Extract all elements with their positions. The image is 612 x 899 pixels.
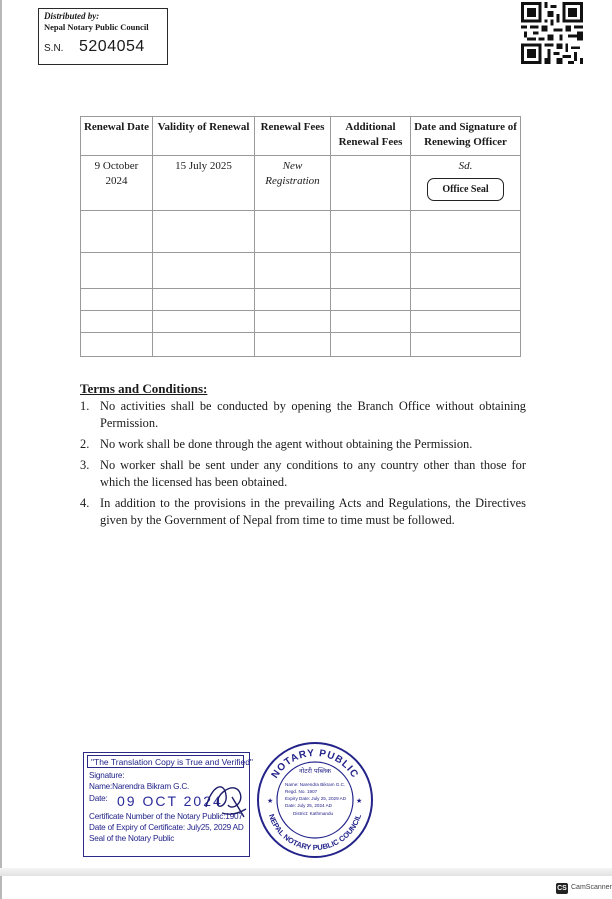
seal-bottom-text: NEPAL NOTARY PUBLIC COUNCIL	[266, 812, 364, 853]
star-icon: ★	[267, 797, 274, 805]
stamp-expiry: Date of Expiry of Certificate: July25, 2029 AD	[89, 823, 244, 832]
header-validity: Validity of Renewal	[153, 117, 255, 156]
table-row	[81, 211, 521, 253]
list-item: 1. No activities shall be conducted by opening the Branch Office without obtaining Permission.	[80, 399, 526, 430]
distribution-box	[38, 8, 168, 65]
list-item: 3. No worker shall be sent under any conditions to any country other than those for which the licensed has been obtained.	[80, 458, 526, 489]
stamp-title: "The Translation Copy is True and Verified"	[87, 755, 244, 768]
office-seal-label: Office Seal	[427, 178, 503, 201]
camscanner-logo-icon: CS	[557, 885, 567, 892]
table-header-row	[81, 117, 521, 156]
table-row	[81, 253, 521, 289]
header-renewal-date: Renewal Date	[81, 117, 153, 156]
list-item: 2. No work shall be done through the agent without obtaining the Permission.	[80, 437, 473, 451]
cell-officer-signature	[411, 156, 521, 211]
stamp-date-value: 09 OCT 2024	[117, 793, 223, 809]
notary-verification-stamp	[83, 752, 253, 857]
list-item: 4. In addition to the provisions in the prevailing Acts and Regulations, the Directives given by the Government of Nepal from time to time must be followed.	[80, 496, 526, 527]
serial-number-value: 5204054	[79, 38, 145, 55]
camscanner-label: CamScanner	[571, 884, 612, 891]
seal-date: Date: July 25, 2024 AD	[285, 803, 332, 808]
table-row	[81, 156, 521, 211]
stamp-name: Name:Narendra Bikram G.C.	[89, 782, 190, 791]
seal-regd: Regd. No. 1907	[285, 789, 318, 794]
terms-title: Terms and Conditions:	[80, 381, 208, 396]
stamp-date-label: Date:	[89, 794, 108, 803]
distributed-by-label: Distributed by:	[44, 11, 100, 21]
terms-list	[80, 398, 526, 533]
seal-expiry: Expiry Date: July 25, 2029 AD	[285, 796, 347, 801]
table-row	[81, 311, 521, 333]
table-row	[81, 289, 521, 311]
header-officer-signature: Date and Signature of Renewing Officer	[411, 117, 521, 156]
signature-text: Sd.	[458, 160, 473, 172]
seal-nepali-text: नोटरी पब्लिक	[298, 767, 332, 775]
scan-bottom-edge	[0, 868, 612, 876]
qr-code-icon	[521, 2, 583, 64]
seal-name: Name: Narendra Bikram G.C.	[285, 782, 346, 787]
seal-district: District: Kathmandu	[293, 811, 334, 816]
stamp-signature-label: Signature:	[89, 771, 125, 780]
council-name: Nepal Notary Public Council	[44, 22, 149, 32]
star-icon: ★	[356, 797, 363, 805]
seal-top-text: NOTARY PUBLIC	[269, 747, 361, 781]
handwritten-signature-icon	[202, 777, 248, 823]
renewal-table	[80, 116, 521, 357]
cell-renewal-fees: New Registration	[255, 156, 331, 211]
cell-validity: 15 July 2025	[153, 156, 255, 211]
header-additional-fees: Additional Renewal Fees	[331, 117, 411, 156]
page-edge	[0, 0, 2, 899]
stamp-seal-label: Seal of the Notary Public	[89, 834, 175, 843]
serial-number-label: S.N.	[44, 43, 64, 54]
cell-additional-fees	[331, 156, 411, 211]
stamp-certificate-number: Certificate Number of the Notary Public:1907	[89, 812, 243, 821]
cell-renewal-date: 9 October 2024	[81, 156, 153, 211]
notary-round-seal-icon	[255, 740, 375, 860]
header-renewal-fees: Renewal Fees	[255, 117, 331, 156]
table-row	[81, 333, 521, 357]
